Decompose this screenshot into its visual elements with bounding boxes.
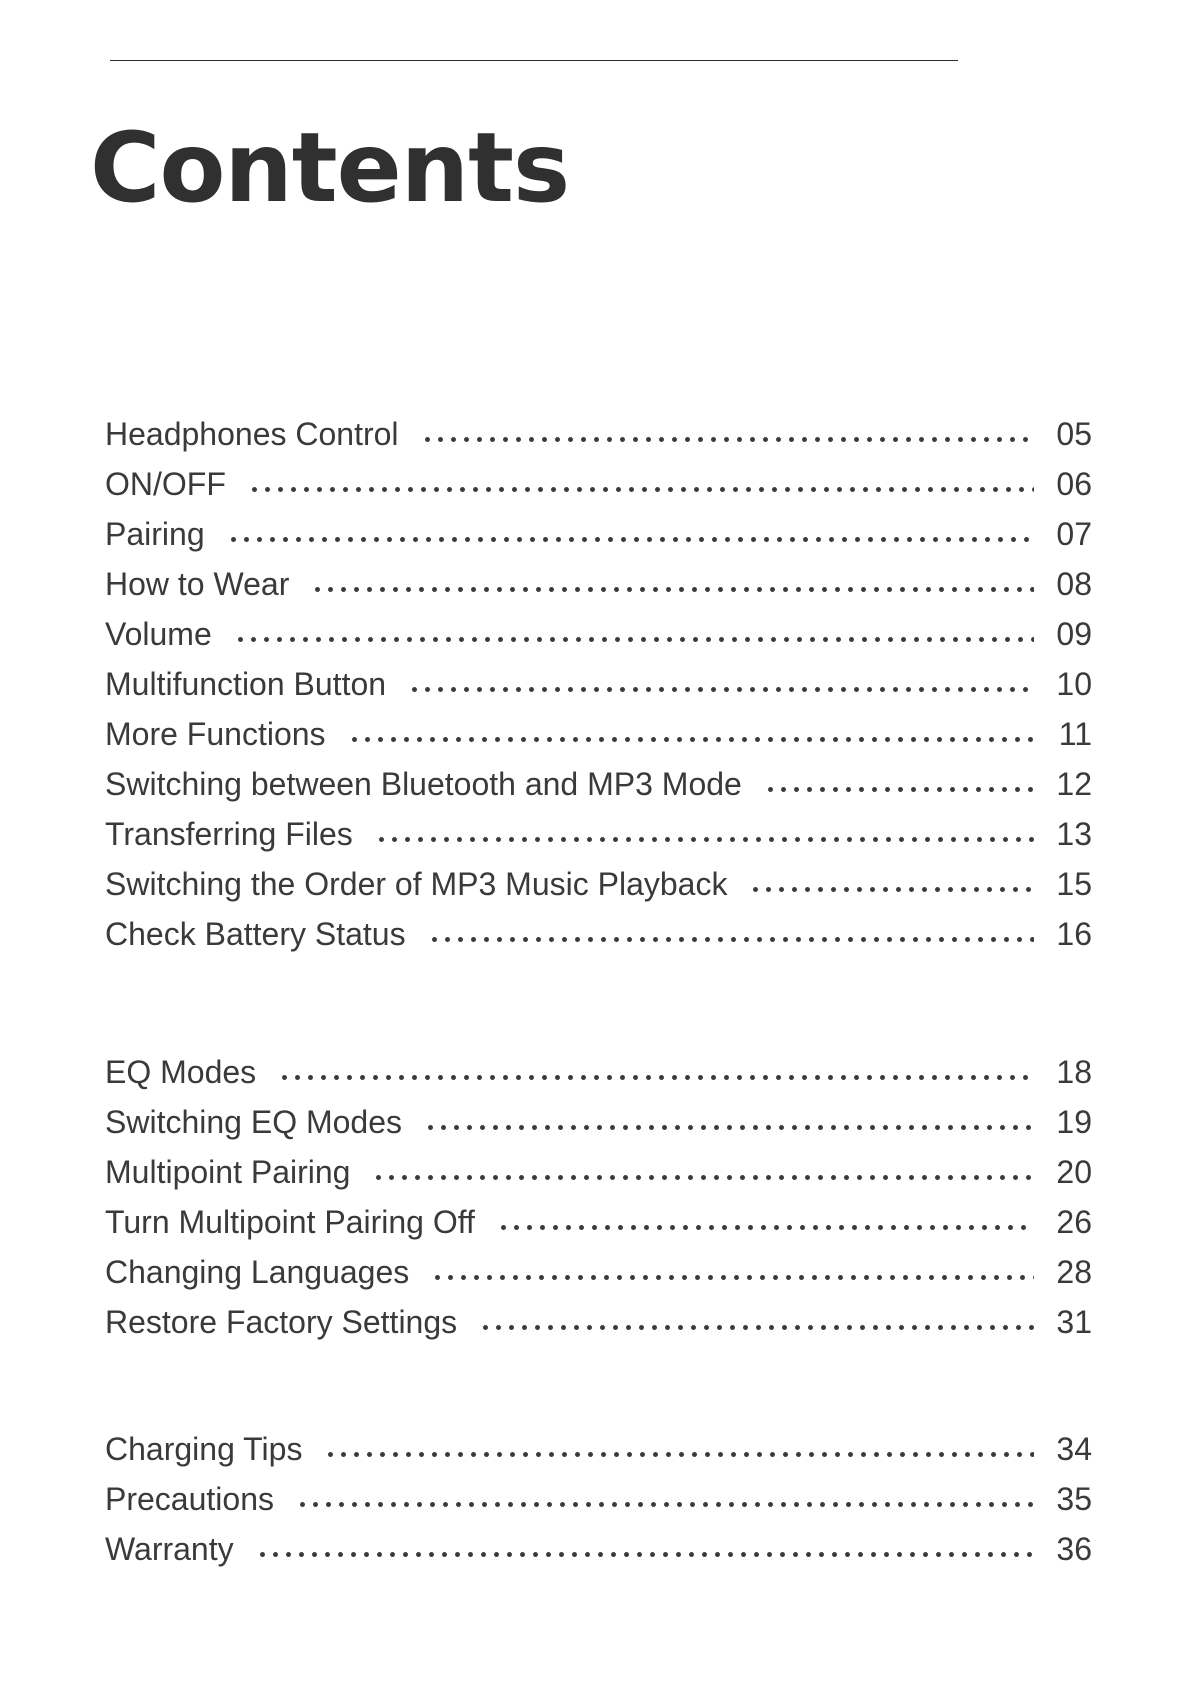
toc-entry[interactable]: [105, 609, 1092, 659]
toc-section-3: [105, 1424, 1092, 1574]
toc-entry-title: Switching between Bluetooth and MP3 Mode: [105, 766, 742, 802]
dot-leader: [497, 1224, 1034, 1231]
toc-entry-page-number: 08: [1056, 566, 1092, 602]
dot-leader: [479, 1324, 1034, 1331]
toc-entry[interactable]: [105, 1047, 1092, 1097]
toc-entry-page-number: 34: [1056, 1431, 1092, 1467]
dot-leader: [372, 1174, 1034, 1181]
toc-entry-page-number: 09: [1056, 616, 1092, 652]
toc-entry-title: More Functions: [105, 716, 326, 752]
toc-entry[interactable]: [105, 1474, 1092, 1524]
toc-entry-page-number: 35: [1056, 1481, 1092, 1517]
dot-leader: [278, 1074, 1034, 1081]
toc-entry-title: Changing Languages: [105, 1254, 410, 1290]
dot-leader: [375, 836, 1034, 843]
toc-entry-title: Warranty: [105, 1531, 234, 1567]
toc-entry-title: Multipoint Pairing: [105, 1154, 351, 1190]
toc-entry-page-number: 20: [1056, 1154, 1092, 1190]
top-divider: [110, 60, 958, 61]
toc-entry-title: Multifunction Button: [105, 666, 387, 702]
dot-leader: [764, 786, 1034, 793]
toc-entry-title: Headphones Control: [105, 416, 399, 452]
toc-entry-page-number: 31: [1056, 1304, 1092, 1340]
toc-entry[interactable]: [105, 1424, 1092, 1474]
toc-entry-page-number: 11: [1058, 716, 1092, 752]
toc-entry[interactable]: [105, 1197, 1092, 1247]
toc-entry[interactable]: [105, 809, 1092, 859]
toc-entry[interactable]: [105, 1147, 1092, 1197]
toc-entry[interactable]: [105, 559, 1092, 609]
toc-entry[interactable]: [105, 409, 1092, 459]
toc-entry[interactable]: [105, 1247, 1092, 1297]
toc-entry[interactable]: [105, 859, 1092, 909]
toc-entry-page-number: 10: [1056, 666, 1092, 702]
toc-entry[interactable]: [105, 759, 1092, 809]
toc-entry[interactable]: [105, 709, 1092, 759]
toc-entry-page-number: 12: [1056, 766, 1092, 802]
dot-leader: [428, 936, 1034, 943]
toc-entry-page-number: 07: [1056, 516, 1092, 552]
toc-entry-title: How to Wear: [105, 566, 290, 602]
dot-leader: [749, 886, 1034, 893]
toc-entry-title: Transferring Files: [105, 816, 353, 852]
toc-entry[interactable]: [105, 1297, 1092, 1347]
toc-entry-page-number: 26: [1056, 1204, 1092, 1240]
toc-section-1: [105, 409, 1092, 959]
toc-entry-page-number: 36: [1056, 1531, 1092, 1567]
dot-leader: [227, 536, 1034, 543]
dot-leader: [324, 1451, 1034, 1458]
toc-entry-page-number: 06: [1056, 466, 1092, 502]
toc-entry-title: ON/OFF: [105, 466, 226, 502]
toc-entry-page-number: 05: [1056, 416, 1092, 452]
toc-entry-title: Switching the Order of MP3 Music Playback: [105, 866, 728, 902]
dot-leader: [234, 636, 1034, 643]
dot-leader: [256, 1551, 1034, 1558]
toc-entry-title: Check Battery Status: [105, 916, 406, 952]
dot-leader: [248, 486, 1034, 493]
page-title: Contents: [90, 112, 570, 224]
toc-entry-title: Precautions: [105, 1481, 274, 1517]
toc-entry[interactable]: [105, 509, 1092, 559]
dot-leader: [408, 686, 1034, 693]
toc-entry[interactable]: [105, 459, 1092, 509]
toc-entry-page-number: 28: [1056, 1254, 1092, 1290]
toc-entry-title: Volume: [105, 616, 212, 652]
dot-leader: [431, 1274, 1034, 1281]
toc-section-2: [105, 1047, 1092, 1347]
toc-entry-page-number: 18: [1056, 1054, 1092, 1090]
dot-leader: [348, 736, 1034, 743]
dot-leader: [424, 1124, 1034, 1131]
toc-entry-page-number: 19: [1056, 1104, 1092, 1140]
toc-entry[interactable]: [105, 909, 1092, 959]
toc-entry-page-number: 16: [1056, 916, 1092, 952]
toc-entry-title: Turn Multipoint Pairing Off: [105, 1204, 475, 1240]
dot-leader: [311, 586, 1034, 593]
toc-entry-title: Pairing: [105, 516, 205, 552]
toc-entry[interactable]: [105, 1524, 1092, 1574]
toc-entry[interactable]: [105, 1097, 1092, 1147]
dot-leader: [421, 436, 1034, 443]
dot-leader: [296, 1501, 1034, 1508]
toc-entry-title: Charging Tips: [105, 1431, 303, 1467]
toc-entry-title: Switching EQ Modes: [105, 1104, 403, 1140]
toc-entry[interactable]: [105, 659, 1092, 709]
toc-entry-page-number: 15: [1056, 866, 1092, 902]
toc-entry-title: Restore Factory Settings: [105, 1304, 458, 1340]
toc-entry-page-number: 13: [1056, 816, 1092, 852]
toc-entry-title: EQ Modes: [105, 1054, 257, 1090]
